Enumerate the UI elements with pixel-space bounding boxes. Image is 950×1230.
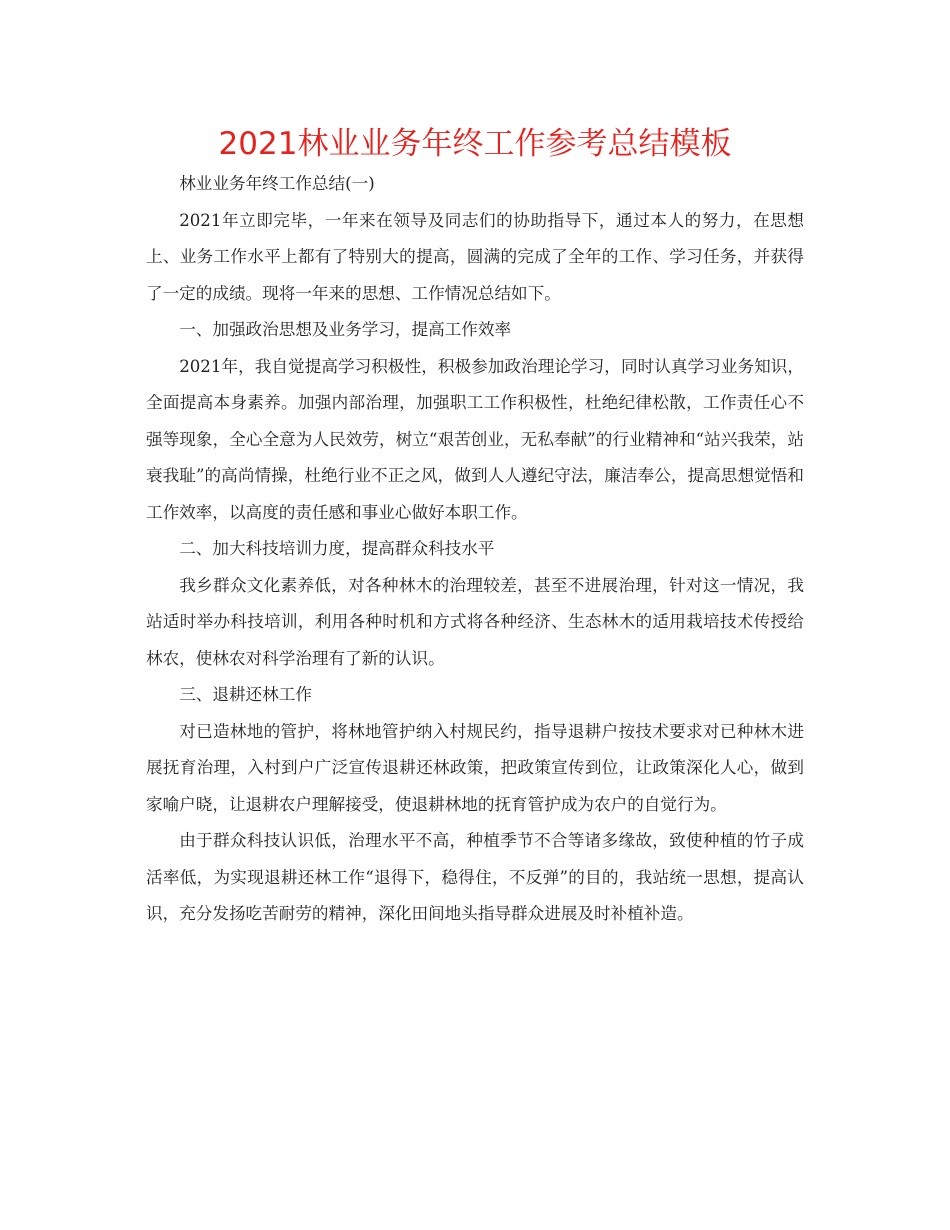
section-heading: 二、加大科技培训力度，提高群众科技水平 (179, 539, 495, 558)
paragraph: 2021年，我自觉提高学习积极性，积极参加政治理论学习，同时认真学习业务知识，全面提高本身素养。加强内部治理，加强职工工作积极性，杜绝纪律松散，工作责任心不强等现象，全心全意为人民效劳，树立“艰苦创业，无私奉献”的行业精神和“站兴我荣，站衰我耻”的高尚情操，杜绝行业不正之风，做到人人遵纪守法，廉洁奉公，提高思想觉悟和工作效率，以高度的责任感和事业心做好本职工作。 (146, 356, 804, 522)
section-heading: 三、退耕还林工作 (179, 685, 312, 704)
section-heading: 林业业务年终工作总结(一) (179, 174, 375, 193)
document-title: 2021林业业务年终工作参考总结模板 (218, 126, 732, 162)
section-heading: 一、加强政治思想及业务学习，提高工作效率 (179, 320, 512, 339)
document-body (146, 166, 804, 933)
paragraph: 我乡群众文化素养低，对各种林木的治理较差，甚至不进展治理，针对这一情况，我站适时举办科技培训，利用各种时机和方式将各种经济、生态林木的适用栽培技术传授给林农，使林农对科学治理有了新的认识。 (146, 575, 804, 668)
paragraph: 由于群众科技认识低，治理水平不高，种植季节不合等诸多缘故，致使种植的竹子成活率低，为实现退耕还林工作“退得下，稳得住，不反弹”的目的，我站统一思想，提高认识，充分发扬吃苦耐劳的精神，深化田间地头指导群众进展及时补植补造。 (146, 831, 804, 923)
paragraph: 2021年立即完毕，一年来在领导及同志们的协助指导下，通过本人的努力，在思想上、业务工作水平上都有了特别大的提高，圆满的完成了全年的工作、学习任务，并获得了一定的成绩。现将一年来的思想、工作情况总结如下。 (146, 210, 804, 303)
paragraph: 对已造林地的管护，将林地管护纳入村规民约，指导退耕户按技术要求对已种林木进展抚育治理，入村到户广泛宣传退耕还林政策，把政策宣传到位，让政策深化人心，做到家喻户晓，让退耕农户理解接受，使退耕林地的抚育管护成为农户的自觉行为。 (146, 721, 804, 814)
